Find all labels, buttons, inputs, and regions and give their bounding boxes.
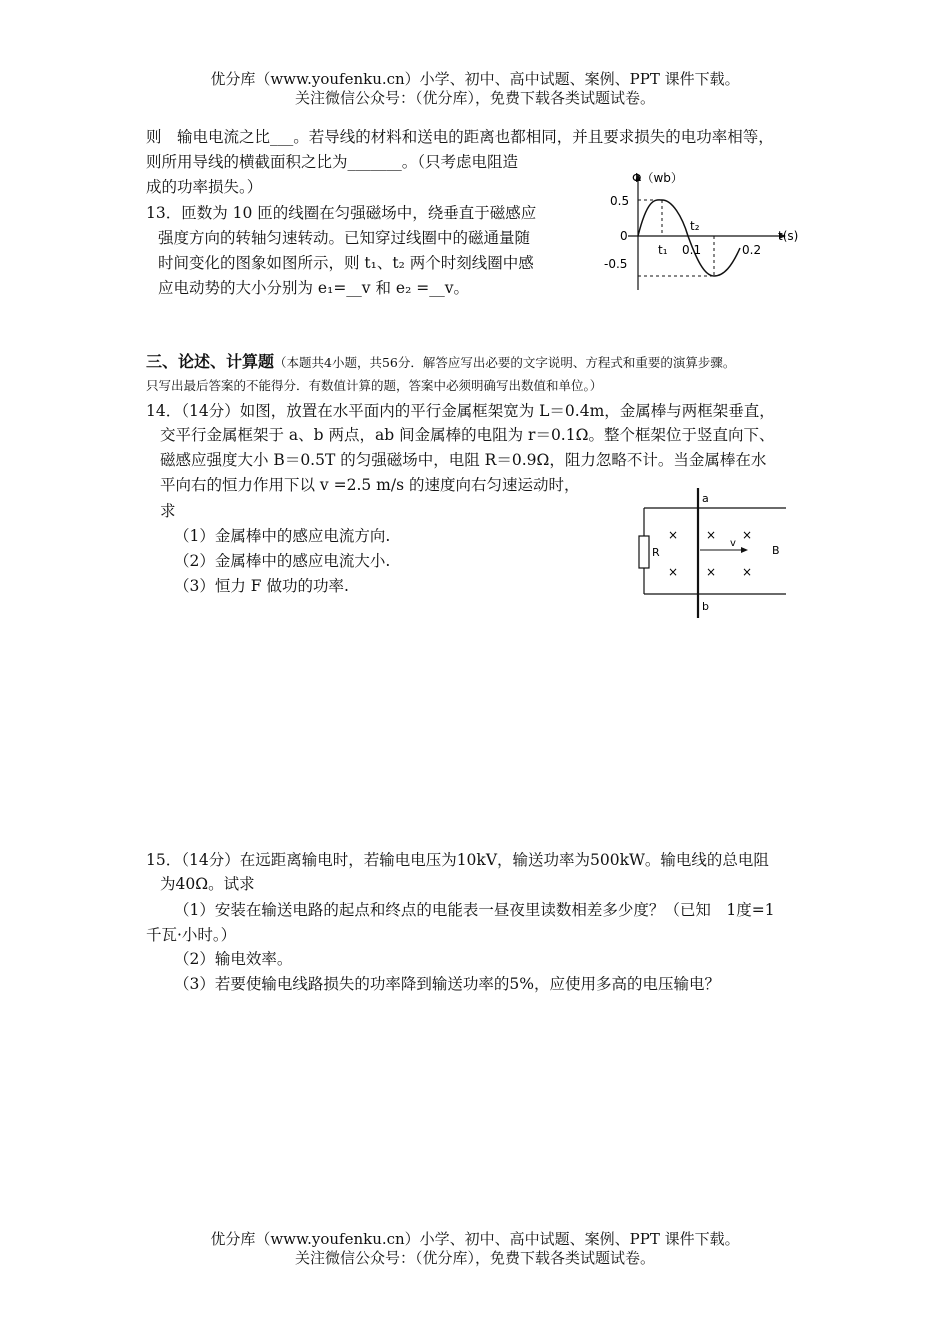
section3-note1: （本题共4小题，共56分．解答应写出必要的文字说明、方程式和重要的演算步骤。 [274,355,736,370]
q12-line2: 则所用导线的横截面积之比为_______。（只考虑电阻造 [146,153,519,171]
q12-line3: 成的功率损失。） [146,178,263,196]
resistor-label: R [652,546,660,559]
page-footer-line2: 关注微信公众号：（优分库），免费下载各类试题试卷。 [294,1249,655,1267]
velocity-label: v [730,538,736,549]
t1-label: t₁ [658,243,668,257]
q14-line3: 磁感应强度大小 B＝0.5T 的匀强磁场中，电阻 R＝0.9Ω，阻力忽略不计。当金属棒在水 [160,451,767,469]
q13-line2: 强度方向的转轴匀速转动。已知穿过线圈中的磁通量随 [158,229,531,247]
page-footer-line1: 优分库（www.youfenku.cn）小学、初中、高中试题、案例、PPT 课件下载。 [210,1230,740,1248]
y-tick-negative: -0.5 [604,257,628,271]
field-cross: × [742,565,753,579]
section3-note2: 只写出最后答案的不能得分．有数值计算的题，答案中必须明确写出数值和单位。） [146,378,603,393]
circuit-diagram [630,484,790,620]
page-header-line1: 优分库（www.youfenku.cn）小学、初中、高中试题、案例、PPT 课件下载。 [210,70,740,88]
q15-subq3: （3）若要使输电线路损失的功率降到输送功率的5%，应使用多高的电压输电？ [174,975,720,993]
circuit-svg [630,484,790,620]
point-a-label: a [702,492,709,505]
t2-label: t₂ [690,219,700,233]
y-tick-zero: 0 [620,229,628,243]
q15-subq1-cont: 千瓦·小时。） [146,926,237,944]
page-header-line2: 关注微信公众号：（优分库），免费下载各类试题试卷。 [294,89,655,107]
x-tick-0-2: 0.2 [742,243,762,257]
q15-line1: 15．（14分）在远距离输电时，若输电电压为10kV，输送功率为500kW。输电线的总电阻 [146,851,769,869]
field-B-label: B [772,544,780,557]
y-axis-label: Φ（wb） [632,171,683,185]
field-cross: × [668,528,679,542]
flux-graph-svg [598,166,838,296]
q13-line1: 13．匝数为 10 匝的线圈在匀强磁场中，绕垂直于磁感应 [146,204,537,222]
field-cross: × [742,528,753,542]
resistor-R [639,536,649,568]
q13-line3: 时间变化的图象如图所示，则 t₁、t₂ 两个时刻线圈中感 [158,254,534,272]
q15-line2: 为40Ω。试求 [160,875,255,893]
q15-subq2: （2）输电效率。 [174,950,293,968]
q12-line1: 则 输电电流之比___。若导线的材料和送电的距离也都相同，并且要求损失的电功率相等， [146,128,774,146]
x-axis-label: t(s) [778,229,799,243]
section3-heading [146,351,735,374]
point-b-label: b [702,600,709,613]
q14-subq2: （2）金属棒中的感应电流大小. [174,552,391,570]
y-tick-positive: 0.5 [610,194,630,208]
q14-subq3: （3）恒力 F 做功的功率. [174,577,349,595]
field-cross: × [706,528,717,542]
field-cross: × [668,565,679,579]
q13-line4: 应电动势的大小分别为 e₁=__v 和 e₂ =__v。 [158,279,469,297]
flux-time-graph [598,166,838,296]
section3-title: 三、论述、计算题 [146,352,275,371]
q14-subq1: （1）金属棒中的感应电流方向. [174,527,391,545]
field-cross: × [706,565,717,579]
flux-curve [638,200,740,276]
velocity-arrowhead-icon [741,547,748,553]
q14-line4: 平向右的恒力作用下以 v =2.5 m/s 的速度向右匀速运动时， [160,476,580,494]
q14-line1: 14．（14分）如图，放置在水平面内的平行金属框架宽为 L＝0.4m，金属棒与两框架垂直， [146,402,775,420]
q14-line5: 求 [160,502,176,520]
q14-line2: 交平行金属框架于 a、b 两点，ab 间金属棒的电阻为 r＝0.1Ω。整个框架位于竖直向下、 [160,426,775,444]
x-tick-0-1: 0.1 [682,243,702,257]
q15-subq1: （1）安装在输送电路的起点和终点的电能表一昼夜里读数相差多少度？（已知 1度=1 [174,901,775,919]
